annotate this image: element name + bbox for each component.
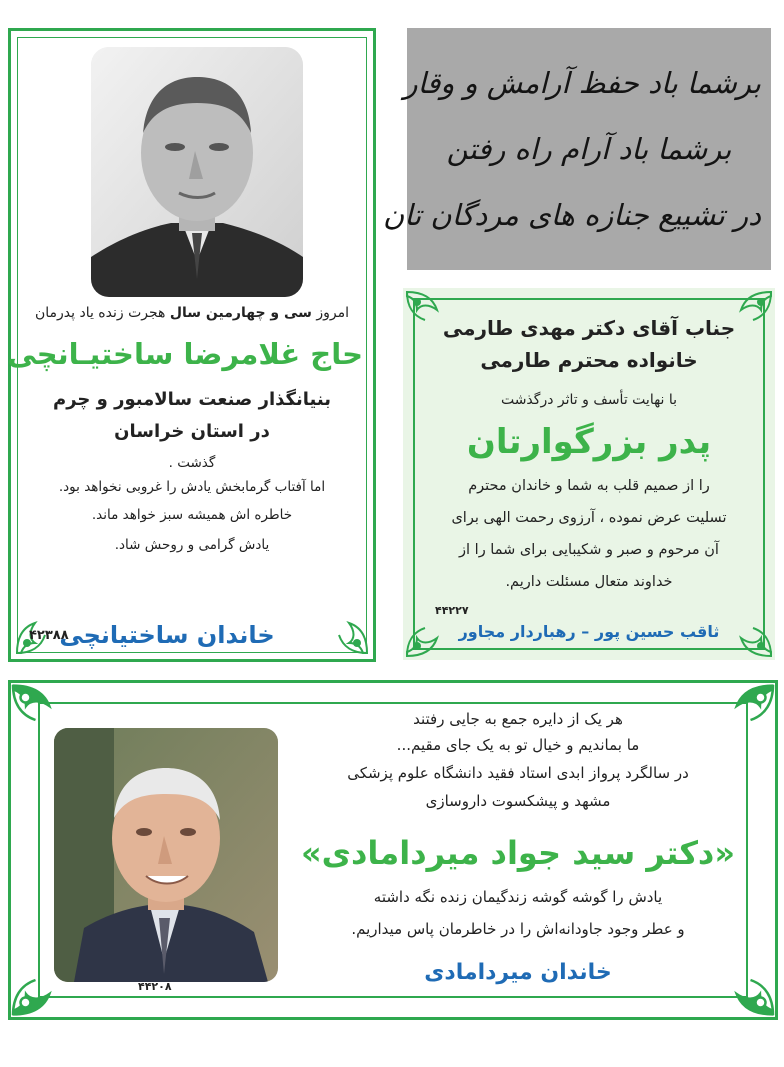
deceased-province: در استان خراسان <box>114 421 270 442</box>
poem-line-2: ما بماندیم و خیال تو به یک جای مقیم... <box>396 736 640 754</box>
memorial-ad-sakhtianchi <box>8 28 376 662</box>
intro-line <box>21 305 363 321</box>
recipient-family-heading: خانواده محترم طارمی <box>480 348 698 372</box>
body-line-2: خاطره اش همیشه سبز خواهد ماند. <box>91 507 293 523</box>
portrait-photo <box>54 728 278 982</box>
anniversary-ad-mirdamadi <box>8 680 778 1020</box>
ad-code: ۴۴۲۲۷ <box>435 604 469 617</box>
body-line-4: خداوند متعال مسئلت داریم. <box>505 574 673 590</box>
body-line-1: اما آفتاب گرمابخش یادش را غروبی نخواهد بود. <box>58 479 326 495</box>
intro-prefix: امروز <box>316 305 350 321</box>
body-line-3: یادش را گوشه گوشه زندگیمان زنده نگه داشته <box>373 888 663 906</box>
body-line-2: مشهد و پیشکسوت داروسازی <box>425 792 611 810</box>
body-line-4: و عطر وجود جاودانه‌اش را در خاطرمان پاس میداریم. <box>351 920 685 938</box>
calligraphy-line-3: در تشییع جنازه های مردگان تان <box>382 198 761 232</box>
intro-suffix: هجرت زنده یاد پدرمان <box>34 305 166 321</box>
portrait-photo <box>91 47 303 297</box>
body-line-3: یادش گرامی و روحش شاد. <box>114 537 270 553</box>
body-line-3: آن مرحوم و صبر و شکیبایی برای شما را از <box>459 542 719 558</box>
family-signature: خاندان ساختیانچی <box>59 621 275 649</box>
sender-signature: ثاقب حسین پور – رهباردار مجاور <box>458 622 720 641</box>
calligraphy-notice <box>382 28 771 270</box>
deceased-name: «دکتر سید جواد میردامادی» <box>300 834 736 872</box>
ad-code: ۴۲۳۸۸ <box>29 628 69 643</box>
calligraphy-line-1: برشما باد حفظ آرامش و وقار <box>403 66 761 100</box>
passed-text: گذشت . <box>168 455 216 471</box>
deceased-role: بنیانگذار صنعت سالامبور و چرم <box>53 389 331 410</box>
recipient-heading: جناب آقای دکتر مهدی طارمی <box>442 316 736 340</box>
condolence-ad-tarami <box>403 288 775 660</box>
deceased-title: پدر بزرگوارتان <box>466 422 712 462</box>
deceased-name: حاج غلامرضا ساختیـانچی <box>7 337 363 371</box>
sorrow-line: با نهایت تأسف و تاثر درگذشت <box>500 392 678 408</box>
body-line-1: در سالگرد پرواز ابدی استاد فقید دانشگاه علوم پزشکی <box>347 764 689 782</box>
poem-line-1: هر یک از دایره جمع به جایی رفتند <box>413 710 623 728</box>
calligraphy-line-2: برشما باد آرام راه رفتن <box>446 132 732 166</box>
intro-bold: سی و چهارمین سال <box>169 305 312 321</box>
family-signature: خاندان میردامادی <box>424 960 612 985</box>
ad-code: ۴۴۲۰۸ <box>138 980 172 993</box>
body-line-1: را از صمیم قلب به شما و خاندان محترم <box>468 478 710 494</box>
body-line-2: تسلیت عرض نموده ، آرزوی رحمت الهی برای <box>451 510 727 526</box>
floral-corner-icon <box>323 609 371 657</box>
